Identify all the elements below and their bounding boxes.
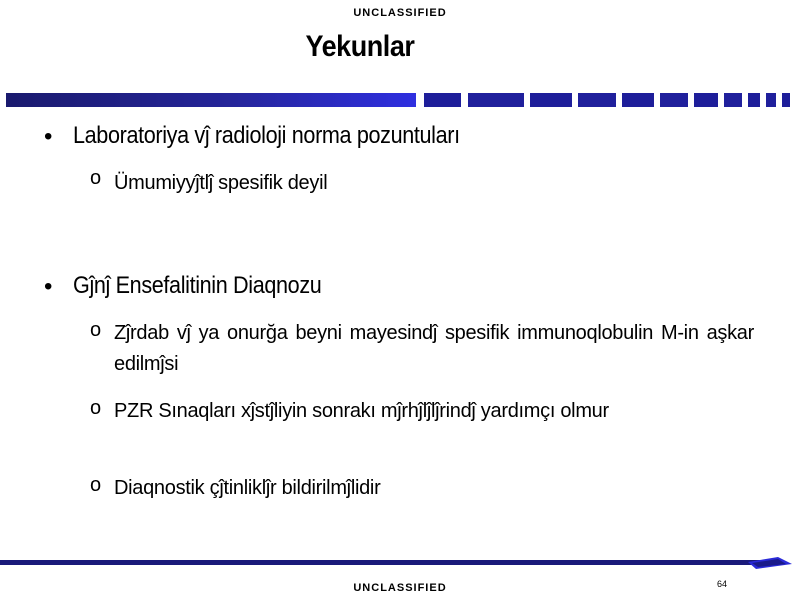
top-classification-banner: UNCLASSIFIED (353, 7, 447, 19)
sub-bullet-icon: o (90, 319, 102, 341)
bullet-icon: • (44, 273, 53, 300)
sub-bullet-text: Diaqnostik çĵtinliklĵr bildirilmĵlidir (114, 477, 381, 499)
sub-bullet-icon: o (90, 167, 102, 189)
sub-bullet-text: PZR Sınaqları xĵstĵliyin sonrakı mĵrhĵlĵlĵrindĵ yardımçı olmur (114, 400, 609, 422)
slide-title: Yekunlar (305, 30, 415, 63)
footer-divider-line (0, 560, 760, 565)
page-number: 64 (717, 579, 728, 589)
sub-bullet-text: Ümumiyyĵtlĵ spesifik deyil (114, 172, 328, 194)
arrow-icon (748, 553, 792, 573)
bullet-text: Laboratoriya vĵ radioloji norma pozuntuları (73, 122, 460, 149)
bottom-classification-banner: UNCLASSIFIED (353, 582, 447, 594)
bullet-text: Gĵnĵ Ensefalitinin Diaqnozu (73, 272, 322, 299)
sub-bullet-text: Zĵrdab vĵ ya onurğa beyni mayesindĵ spesifik immunoqlobulin M-in aşkar edilmĵsi (114, 322, 754, 375)
bullet-icon: • (44, 123, 53, 150)
sub-bullet-icon: o (90, 397, 102, 419)
sub-bullet-icon: o (90, 474, 102, 496)
